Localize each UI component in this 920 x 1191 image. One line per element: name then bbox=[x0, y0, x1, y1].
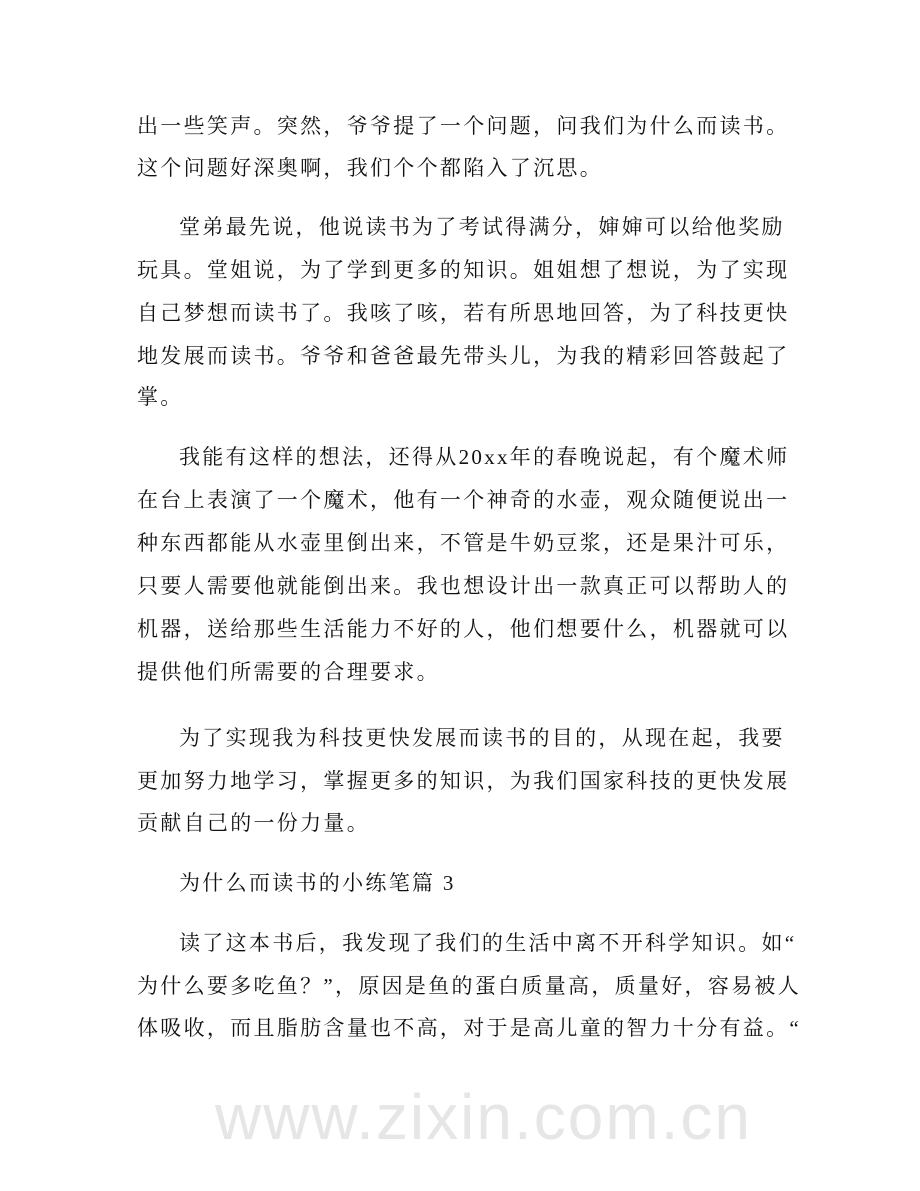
text-line: 在台上表演了一个魔术，他有一个神奇的水壶，观众随便说出一 bbox=[137, 488, 790, 512]
text-line: 出一些笑声。突然，爷爷提了一个问题，问我们为什么而读书。 bbox=[137, 114, 790, 138]
text-line: 体吸收，而且脂肪含量也不高，对于是高儿童的智力十分有益。“ bbox=[137, 1016, 802, 1040]
text-line: 更加努力地学习，掌握更多的知识，为我们国家科技的更快发展 bbox=[137, 769, 790, 793]
text-line: 为了实现我为科技更快发展而读书的目的，从现在起，我要 bbox=[179, 726, 785, 750]
text-line: 堂弟最先说，他说读书为了考试得满分，婶婶可以给他奖励 bbox=[179, 215, 785, 239]
text-line: 自己梦想而读书了。我咳了咳，若有所思地回答，为了科技更快 bbox=[137, 301, 790, 325]
watermark: www.zixin.com.cn bbox=[215, 1081, 752, 1153]
text-line: 机器，送给那些生活能力不好的人，他们想要什么，机器就可以 bbox=[137, 617, 790, 641]
section-heading: 为什么而读书的小练笔篇 3 bbox=[179, 871, 456, 895]
text-line: 这个问题好深奥啊，我们个个都陷入了沉思。 bbox=[137, 156, 603, 180]
text-line: 玩具。堂姐说，为了学到更多的知识。姐姐想了想说，为了实现 bbox=[137, 258, 790, 282]
text-line: 读了这本书后，我发现了我们的生活中离不开科学知识。如“ bbox=[179, 931, 797, 955]
text-line: 掌。 bbox=[137, 385, 184, 409]
text-line: 地发展而读书。爷爷和爸爸最先带头儿，为我的精彩回答鼓起了 bbox=[137, 344, 790, 368]
text-line: 只要人需要他就能倒出来。我也想设计出一款真正可以帮助人的 bbox=[137, 574, 790, 598]
text-line: 贡献自己的一份力量。 bbox=[137, 811, 370, 835]
text-line: 我能有这样的想法，还得从20xx年的春晚说起，有个魔术师 bbox=[179, 445, 790, 469]
text-line: 种东西都能从水壶里倒出来，不管是牛奶豆浆，还是果汁可乐， bbox=[137, 531, 790, 555]
text-line: 提供他们所需要的合理要求。 bbox=[137, 660, 440, 684]
text-line: 为什么要多吃鱼？”，原因是鱼的蛋白质量高，质量好，容易被人 bbox=[137, 974, 802, 998]
